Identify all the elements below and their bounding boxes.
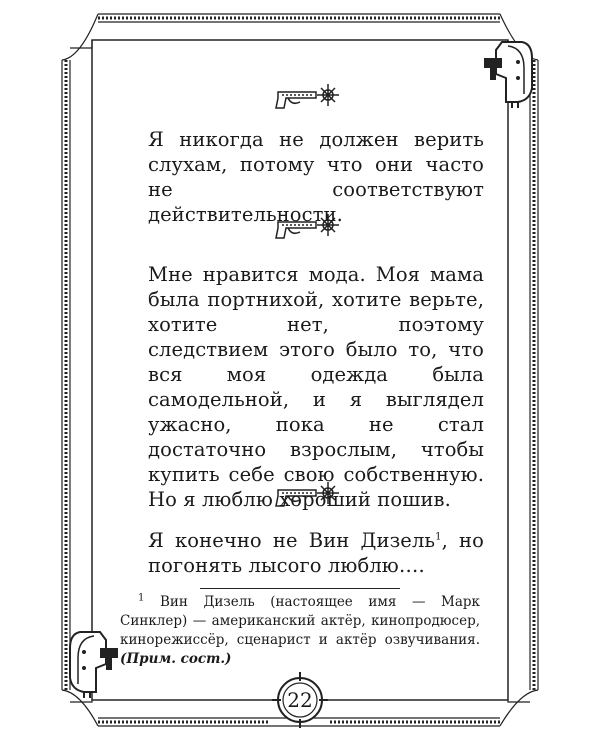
footnote bbox=[120, 593, 480, 669]
revolver-ornament-icon bbox=[272, 80, 342, 116]
paragraph-vin-diesel bbox=[148, 528, 484, 578]
paragraph-text: Я конечно не Вин Дизель bbox=[148, 529, 436, 552]
paragraph-fashion: Мне нравится мода. Моя мама была портнихой, хотите верьте, хотите нет, поэтому следствием этого было то, что вся моя одежда была самодельной, и я выглядел ужасно, пока не стал достаточно взрослым, чтобы купить себе свою собственную. Но я люблю хороший пошив. bbox=[148, 263, 484, 511]
footnote-reference[interactable]: 1 bbox=[435, 531, 442, 543]
page-number: 22 bbox=[287, 688, 313, 712]
footnote-mark: 1 bbox=[138, 592, 145, 604]
holster-icon bbox=[66, 628, 124, 698]
footnote-divider bbox=[200, 588, 400, 589]
paragraph-rumors: Я никогда не должен верить слухам, потому что они часто не соответствуют действительности. bbox=[148, 128, 484, 226]
footnote-editor-note: (Прим. сост.) bbox=[120, 651, 232, 667]
footnote-text: Вин Дизель (настоящее имя — Марк Синклер) — американский актёр, кинопродюсер, кинорежиссёр, сценарист и актёр озвучивания. bbox=[120, 594, 480, 648]
holster-icon bbox=[478, 38, 536, 108]
paragraph-text: , но погонять лысого люблю…. bbox=[148, 529, 484, 577]
page-number-badge bbox=[272, 672, 328, 728]
